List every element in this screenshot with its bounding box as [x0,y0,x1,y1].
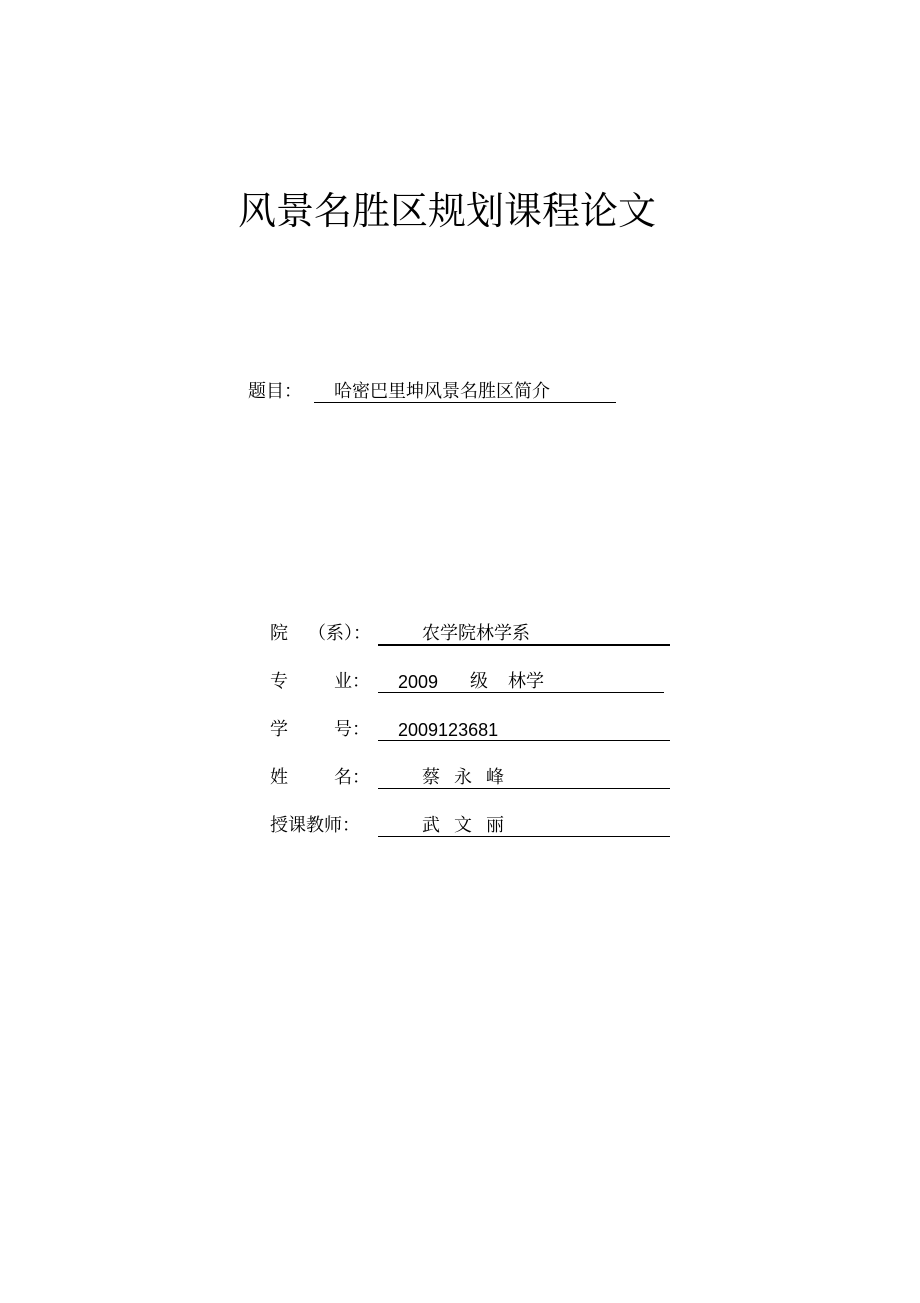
topic-value: 哈密巴里坤风景名胜区简介 [334,381,550,402]
student-id-label-rest: 号： [334,719,370,740]
teacher-char-3: 丽 [486,815,504,836]
major-name: 林学 [508,671,544,692]
name-char-1: 蔡 [422,767,440,788]
department-label-rest: （系）： [308,623,371,644]
department-label-char: 院 [270,623,288,644]
teacher-value-field [378,812,670,837]
department-value: 农学院林学系 [422,623,530,644]
name-value-field [378,764,670,789]
teacher-label-text: 授课教师： [270,815,360,836]
name-label-rest: 名： [334,767,370,788]
major-year: 2009 [398,672,439,692]
major-grade: 级 [470,671,488,692]
department-value-field [378,620,670,646]
teacher-char-1: 武 [422,815,440,836]
name-char-3: 峰 [486,767,504,788]
student-id-value-field [378,716,670,741]
student-id-label-char: 学 [270,719,288,740]
major-label-char: 专 [270,671,288,692]
topic-value-field [314,378,616,403]
student-id-value: 2009123681 [398,720,499,740]
topic-label: 题目： [248,381,302,402]
major-value-field [378,668,664,693]
name-label-char: 姓 [270,767,288,788]
name-char-2: 永 [454,767,472,788]
major-label-rest: 业： [334,671,370,692]
teacher-char-2: 文 [454,815,472,836]
document-title: 风景名胜区规划课程论文 [238,189,657,233]
